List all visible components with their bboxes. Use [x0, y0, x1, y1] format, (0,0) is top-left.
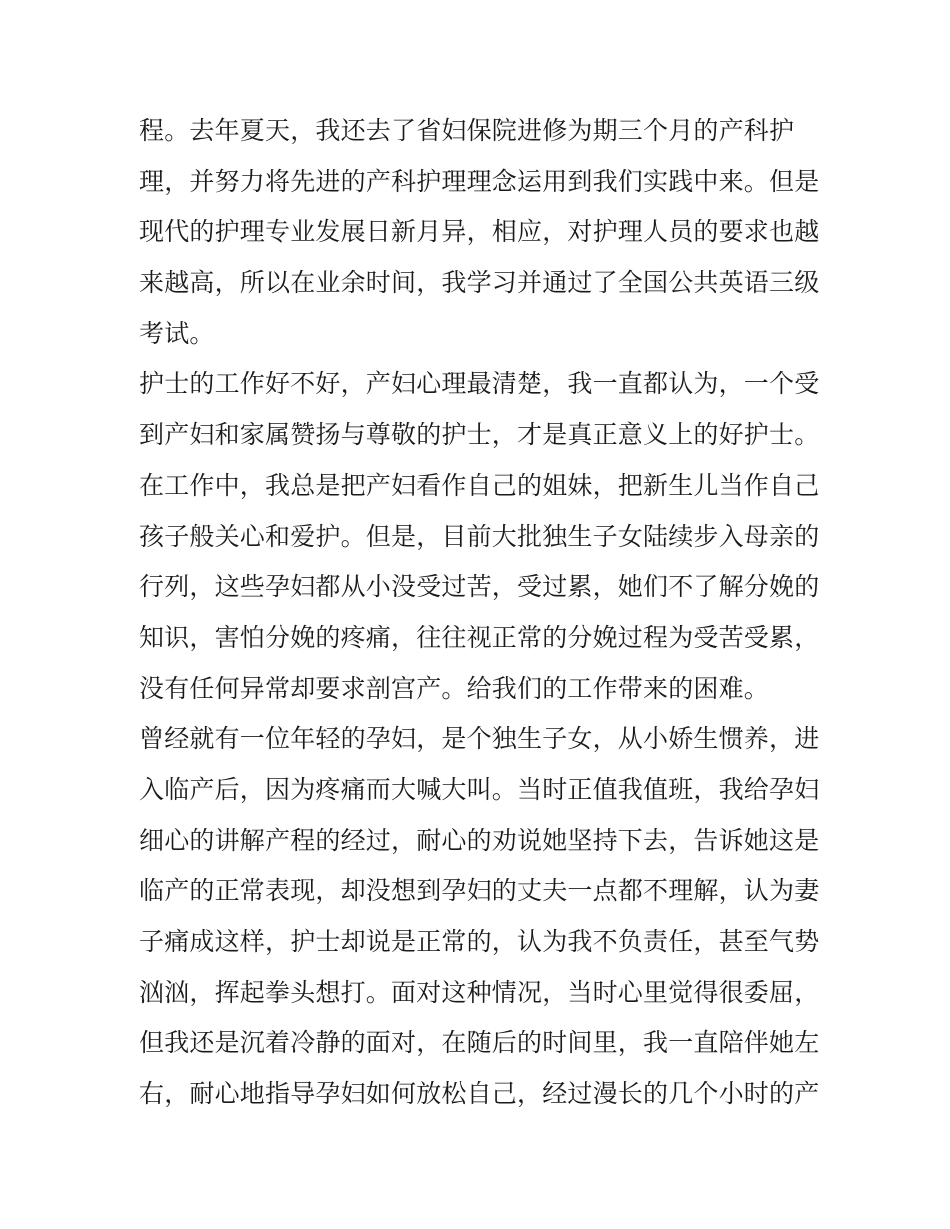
text-line: 孩子般关心和爱护。但是，目前大批独生子女陆续步入母亲的	[139, 521, 819, 551]
text-line: 来越高，所以在业余时间，我学习并通过了全国公共英语三级	[139, 268, 819, 298]
text-line: 行列，这些孕妇都从小没受过苦，受过累，她们不了解分娩的	[139, 572, 819, 602]
text-line: 右，耐心地指导孕妇如何放松自己，经过漫长的几个小时的产	[139, 1079, 819, 1109]
text-line: 汹汹，挥起拳头想打。面对这种情况，当时心里觉得很委屈，	[139, 977, 819, 1007]
text-line: 知识，害怕分娩的疼痛，往往视正常的分娩过程为受苦受累，	[139, 622, 819, 652]
text-line: 细心的讲解产程的经过，耐心的劝说她坚持下去，告诉她这是	[139, 825, 819, 855]
text-line: 理，并努力将先进的产科护理理念运用到我们实践中来。但是	[139, 166, 819, 196]
text-line: 但我还是沉着冷静的面对，在随后的时间里，我一直陪伴她左	[139, 1028, 819, 1058]
text-line: 子痛成这样，护士却说是正常的，认为我不负责任，甚至气势	[139, 927, 819, 956]
text-line: 在工作中，我总是把产妇看作自己的姐妹，把新生儿当作自己	[139, 470, 819, 500]
text-line: 曾经就有一位年轻的孕妇，是个独生子女，从小娇生惯养，进	[139, 724, 819, 754]
text-line: 没有任何异常却要求剖宫产。给我们的工作带来的困难。	[139, 673, 770, 703]
body-text	[139, 106, 819, 1120]
text-line: 考试。	[139, 318, 215, 348]
text-line: 临产的正常表现，却没想到孕妇的丈夫一点都不理解，认为妻	[139, 876, 819, 906]
text-line: 到产妇和家属赞扬与尊敬的护士，才是真正意义上的好护士。	[139, 420, 819, 450]
text-line: 现代的护理专业发展日新月异，相应，对护理人员的要求也越	[139, 217, 819, 247]
text-line: 程。去年夏天，我还去了省妇保院进修为期三个月的产科护	[139, 116, 795, 145]
text-line: 护士的工作好不好，产妇心理最清楚，我一直都认为，一个受	[139, 369, 819, 399]
text-line: 入临产后，因为疼痛而大喊大叫。当时正值我值班，我给孕妇	[139, 774, 819, 804]
